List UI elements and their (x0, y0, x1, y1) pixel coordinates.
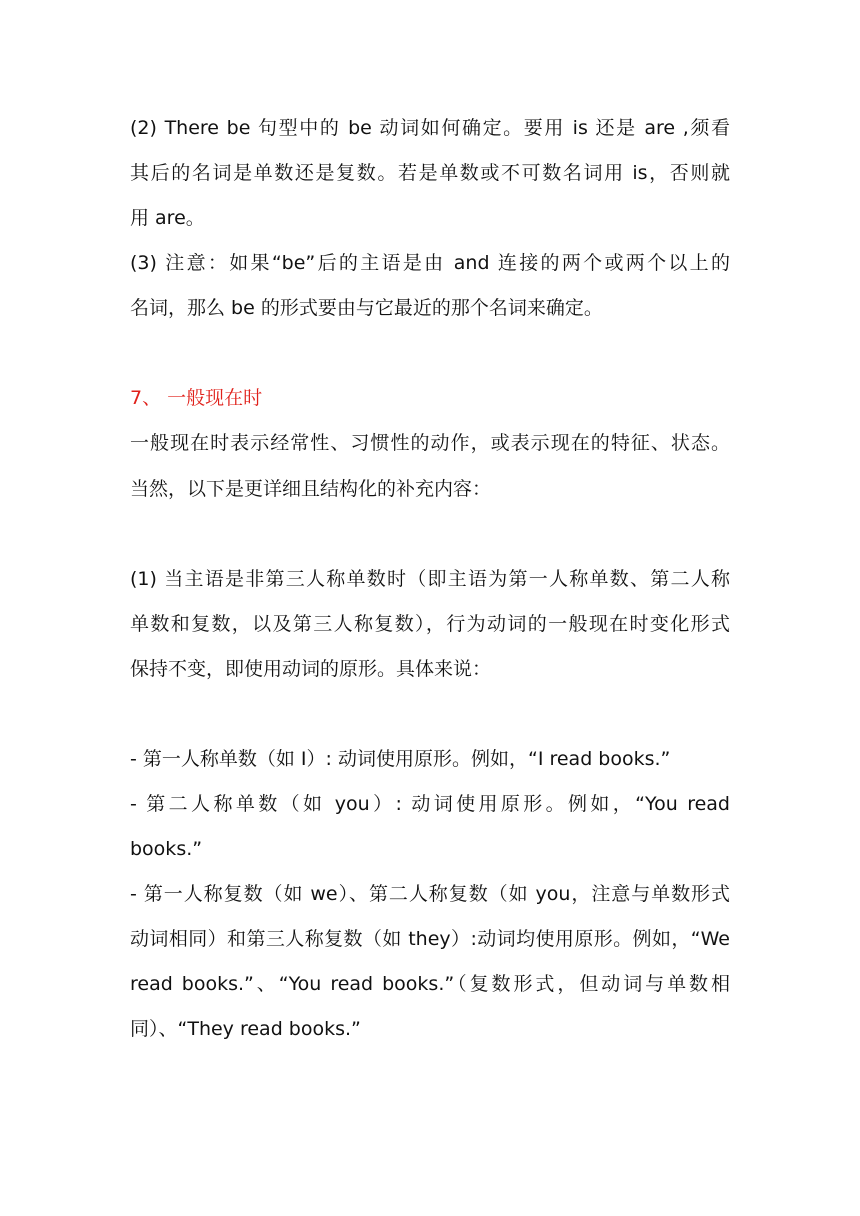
list-item-line: 动词相同）和第三人称复数（如 they）:动词均使用原形。例如，“We (130, 928, 730, 950)
list-item-line: - 第一人称单数（如 I）: 动词使用原形。例如，“I read books.” (130, 748, 671, 770)
paragraph-line: 用 are。 (130, 207, 205, 229)
paragraph-line: (3) 注意：如果“be”后的主语是由 and 连接的两个或两个以上的 (130, 252, 730, 274)
paragraph-line: (1) 当主语是非第三人称单数时（即主语为第一人称单数、第二人称 (130, 568, 730, 590)
paragraph-line: 一般现在时表示经常性、习惯性的动作，或表示现在的特征、状态。 (130, 432, 730, 454)
paragraph-line: 保持不变，即使用动词的原形。具体来说： (130, 658, 492, 680)
paragraph-line: (2) There be 句型中的 be 动词如何确定。要用 is 还是 are ,须看 (130, 117, 730, 139)
section-heading: 7、 一般现在时 (130, 387, 263, 409)
paragraph-line: 其后的名词是单数还是复数。若是单数或不可数名词用 is，否则就 (130, 162, 730, 184)
paragraph-line: 名词，那么 be 的形式要由与它最近的那个名词来确定。 (130, 297, 603, 319)
paragraph-line: 当然，以下是更详细且结构化的补充内容： (130, 478, 492, 500)
list-item-line: read books.”、“You read books.”（复数形式，但动词与单数相 (130, 973, 730, 995)
paragraph-line: 单数和复数，以及第三人称复数），行为动词的一般现在时变化形式 (130, 613, 730, 635)
list-item-line: - 第二人称单数（如 you）: 动词使用原形。例如，“You read (130, 793, 730, 815)
list-item-line: books.” (130, 838, 203, 860)
list-item-line: 同）、“They read books.” (130, 1018, 361, 1040)
list-item-line: - 第一人称复数（如 we）、第二人称复数（如 you，注意与单数形式 (130, 883, 730, 905)
